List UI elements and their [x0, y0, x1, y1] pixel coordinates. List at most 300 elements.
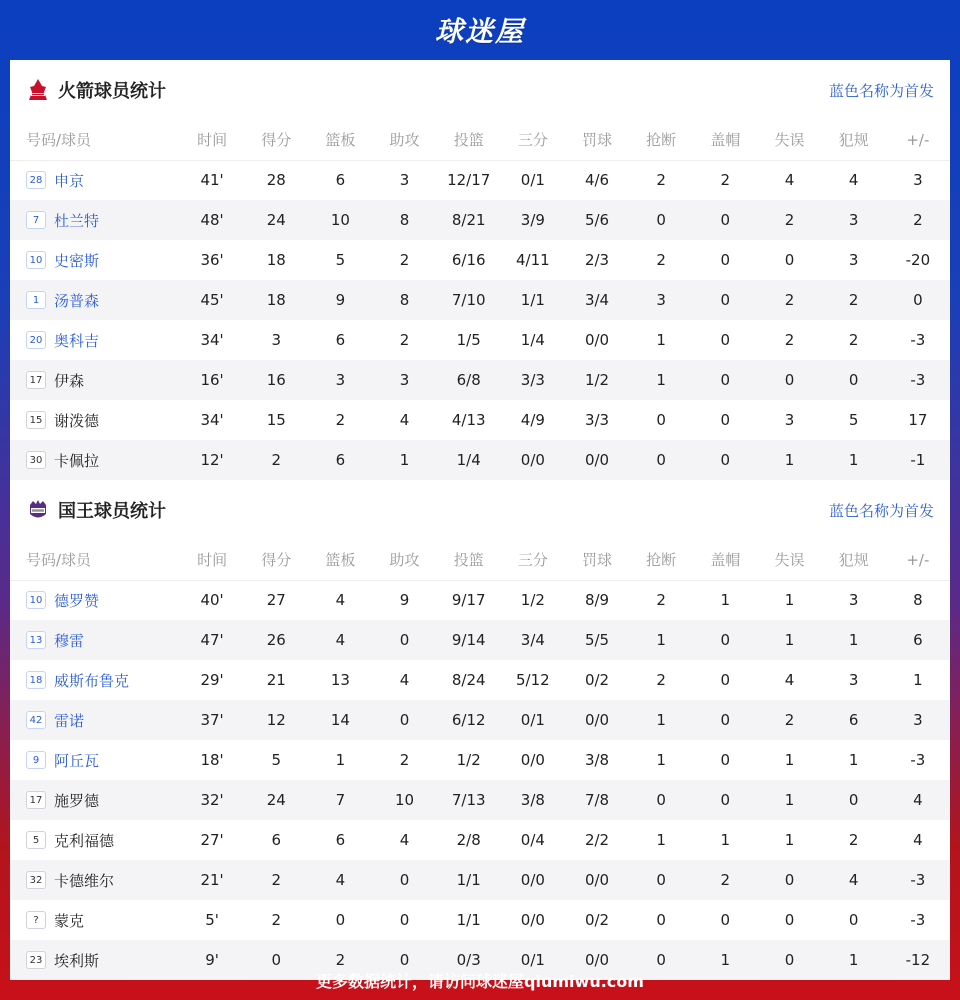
stat-cell: 5 — [335, 251, 346, 269]
stat-cell: 4/6 — [584, 171, 610, 190]
stat-cell: 2 — [656, 171, 666, 190]
stat-cell: 0 — [693, 360, 757, 400]
column-header[interactable]: 投篮 — [437, 540, 501, 580]
stat-cell: 2 — [271, 911, 281, 929]
stat-cell: 1/1 — [456, 911, 481, 929]
stat-cell: 2 — [335, 411, 346, 429]
stat-cell: 1 — [784, 831, 795, 849]
stat-cell: 4 — [822, 860, 886, 900]
player-name[interactable]: 杜兰特 — [54, 211, 100, 230]
player-cell[interactable] — [10, 320, 180, 360]
stat-cell: 2 — [399, 251, 410, 269]
stat-cell: 1/2 — [565, 360, 629, 400]
stat-cell: 1 — [913, 671, 923, 689]
stat-cell: 6 — [271, 831, 281, 849]
stat-cell: 6 — [308, 440, 372, 480]
team-section — [10, 60, 950, 480]
team-section-header — [10, 480, 950, 540]
stat-cell: 1 — [848, 751, 859, 769]
stat-cell: 3 — [848, 591, 859, 610]
table-row[interactable] — [10, 580, 950, 620]
stat-cell: 2 — [399, 751, 410, 769]
stat-cell: 3 — [848, 671, 859, 689]
table-header-row — [10, 540, 950, 580]
stat-cell: 0 — [886, 280, 950, 320]
stat-cell: 1 — [335, 751, 346, 769]
stat-cell: 0 — [720, 251, 731, 269]
player-cell[interactable] — [10, 820, 180, 860]
player-cell[interactable] — [10, 620, 180, 660]
column-header[interactable]: 时间 — [180, 540, 244, 580]
column-header[interactable]: 抢断 — [629, 120, 693, 160]
table-row[interactable] — [10, 240, 950, 280]
player-cell[interactable] — [10, 740, 180, 780]
player-cell[interactable] — [10, 780, 180, 820]
stat-cell: 2 — [693, 860, 757, 900]
team-name: 火箭球员统计 — [58, 81, 166, 102]
stat-cell: 8/9 — [584, 591, 610, 610]
stat-cell: 45' — [180, 280, 244, 320]
stat-cell: 2 — [784, 331, 795, 349]
stat-cell: 0 — [244, 940, 308, 980]
stat-cell: 0 — [629, 780, 693, 820]
player-name[interactable]: 伊森 — [54, 371, 85, 390]
stat-cell: 1 — [784, 751, 795, 769]
stat-cell: 1 — [822, 440, 886, 480]
stat-cell: 0 — [757, 860, 821, 900]
stat-cell: 2/8 — [456, 831, 481, 849]
stat-cell: 0/0 — [565, 940, 629, 980]
stat-cell: 9 — [399, 591, 410, 610]
starter-note: 蓝色名称为首发 — [828, 81, 934, 100]
stat-cell: 10 — [372, 780, 436, 820]
column-header[interactable]: 助攻 — [372, 540, 436, 580]
stat-cell: 24 — [244, 200, 308, 240]
column-header[interactable]: 盖帽 — [693, 120, 757, 160]
stat-cell: 5 — [848, 411, 859, 429]
column-header[interactable]: 号码/球员 — [10, 120, 180, 160]
player-name[interactable]: 奥科吉 — [54, 331, 100, 350]
table-row[interactable] — [10, 900, 950, 940]
stat-cell: 0 — [335, 911, 346, 929]
player-cell[interactable] — [10, 700, 180, 740]
stat-cell: 0/1 — [501, 700, 565, 740]
stat-cell: 4/11 — [516, 251, 550, 269]
stat-cell: 0/3 — [437, 940, 501, 980]
stat-cell: 2 — [720, 171, 731, 190]
stat-cell: 7/10 — [437, 280, 501, 320]
team-title — [26, 77, 166, 103]
player-name[interactable]: 申京 — [54, 171, 85, 190]
stat-cell: 0/4 — [520, 831, 545, 849]
stat-cell: 2 — [886, 200, 950, 240]
stat-cell: 4 — [308, 620, 372, 660]
stat-cell: 0 — [822, 360, 886, 400]
stat-cell: 0/1 — [520, 171, 545, 190]
stat-cell: 6/8 — [437, 360, 501, 400]
jersey-number: 23 — [26, 951, 46, 969]
table-row[interactable] — [10, 780, 950, 820]
stat-cell: 0 — [757, 940, 821, 980]
stat-cell: 21 — [266, 671, 286, 689]
stat-cell: -1 — [886, 440, 950, 480]
stat-cell: 2 — [244, 860, 308, 900]
stat-cell: 6/12 — [437, 700, 501, 740]
stat-cell: 0 — [399, 911, 410, 929]
player-cell[interactable] — [10, 860, 180, 900]
stat-cell: 1 — [757, 440, 821, 480]
stat-cell: 3/8 — [501, 780, 565, 820]
stat-cell: 6 — [335, 831, 346, 849]
player-cell[interactable] — [10, 280, 180, 320]
stat-cell: 29' — [200, 671, 224, 689]
kings-logo-icon — [26, 498, 50, 522]
stat-cell: 0 — [656, 411, 666, 429]
stat-cell: 0 — [629, 440, 693, 480]
stat-cell: 0/0 — [565, 860, 629, 900]
stat-cell: 1 — [757, 780, 821, 820]
column-header[interactable]: 助攻 — [372, 120, 436, 160]
jersey-number: 9 — [26, 751, 46, 769]
stat-cell: 5/5 — [565, 620, 629, 660]
column-header[interactable]: +/- — [886, 540, 950, 580]
column-header[interactable]: +/- — [886, 120, 950, 160]
stat-cell: 6 — [335, 331, 346, 349]
stat-cell: 0 — [720, 751, 731, 769]
stat-cell: 3 — [271, 331, 281, 349]
stat-cell: 0 — [693, 280, 757, 320]
table-row[interactable] — [10, 400, 950, 440]
stat-cell: 0/0 — [501, 860, 565, 900]
stat-cell: 2 — [656, 591, 666, 610]
team-name: 国王球员统计 — [58, 501, 166, 522]
stat-cell: 4 — [399, 411, 410, 429]
stat-cell: 1 — [656, 331, 666, 349]
column-header[interactable]: 三分 — [501, 540, 565, 580]
stat-cell: 0 — [629, 200, 693, 240]
stat-cell: -20 — [905, 251, 931, 269]
column-header[interactable]: 得分 — [244, 540, 308, 580]
table-row[interactable] — [10, 860, 950, 900]
player-cell[interactable] — [10, 900, 180, 940]
stat-cell: 24 — [244, 780, 308, 820]
stat-cell: 3 — [886, 700, 950, 740]
player-name[interactable]: 埃利斯 — [54, 951, 100, 970]
column-header[interactable]: 失误 — [757, 120, 821, 160]
stat-cell: -3 — [886, 860, 950, 900]
stat-cell: 0/2 — [584, 671, 610, 689]
stat-cell: 18 — [244, 280, 308, 320]
stat-cell: 4 — [308, 860, 372, 900]
stat-cell: 0/1 — [501, 940, 565, 980]
stat-cell: 2/3 — [584, 251, 610, 269]
player-name[interactable]: 克利福德 — [54, 831, 115, 850]
stat-cell: 16 — [244, 360, 308, 400]
stat-cell: 4 — [784, 671, 795, 689]
stat-cell: 5/12 — [516, 671, 550, 689]
table-header-row — [10, 120, 950, 160]
table-row[interactable] — [10, 200, 950, 240]
stat-cell: 2 — [757, 700, 821, 740]
stat-cell: 4 — [784, 171, 795, 190]
stat-cell: 6 — [335, 171, 346, 190]
table-row[interactable] — [10, 440, 950, 480]
stat-cell: 10 — [308, 200, 372, 240]
jersey-number: 10 — [26, 251, 46, 269]
player-cell[interactable] — [10, 400, 180, 440]
stat-cell: 2 — [244, 440, 308, 480]
stat-cell: 7/13 — [437, 780, 501, 820]
stat-cell: 1/5 — [456, 331, 481, 349]
team-title — [26, 497, 166, 523]
stat-cell: 0 — [372, 620, 436, 660]
stat-cell: 1/4 — [437, 440, 501, 480]
table-row[interactable] — [10, 620, 950, 660]
table-row[interactable] — [10, 280, 950, 320]
player-name[interactable]: 雷诺 — [54, 711, 85, 730]
stat-cell: 3 — [629, 280, 693, 320]
player-cell[interactable] — [10, 160, 180, 200]
stat-cell: 3 — [913, 171, 923, 190]
stat-cell: 0 — [848, 911, 859, 929]
stat-cell: 3 — [399, 171, 410, 190]
footer-text: 更多数据统计，请访问球迷屋qiumiwu.com — [316, 971, 644, 991]
stat-cell: -12 — [886, 940, 950, 980]
stat-cell: 0/0 — [565, 440, 629, 480]
stat-cell: 40' — [200, 591, 224, 610]
stat-cell: 0/0 — [520, 751, 545, 769]
stat-cell: 34' — [200, 331, 224, 349]
jersey-number: 30 — [26, 451, 46, 469]
stat-cell: 2 — [656, 251, 666, 269]
player-name[interactable]: 阿丘瓦 — [54, 751, 100, 770]
jersey-number: 7 — [26, 211, 46, 229]
stat-cell: 0/0 — [501, 440, 565, 480]
stat-cell: 13 — [330, 671, 350, 689]
stat-cell: 1 — [784, 591, 795, 610]
stat-cell: 4 — [399, 831, 410, 849]
column-header[interactable]: 得分 — [244, 120, 308, 160]
stat-cell: 8/24 — [451, 671, 486, 689]
stat-cell: 12 — [244, 700, 308, 740]
stat-cell: 8 — [913, 591, 923, 610]
stat-cell: 9 — [308, 280, 372, 320]
site-logo — [0, 0, 960, 60]
stat-cell: 0 — [372, 940, 436, 980]
table-row[interactable] — [10, 740, 950, 780]
stat-cell: 3 — [784, 411, 795, 429]
site-logo-text: 球迷屋 — [434, 15, 525, 48]
stat-cell: 1 — [629, 620, 693, 660]
table-row[interactable] — [10, 320, 950, 360]
stat-cell: 2/2 — [584, 831, 610, 849]
stat-cell: 0 — [784, 911, 795, 929]
player-name[interactable]: 汤普森 — [54, 291, 100, 310]
stat-cell: 1 — [656, 751, 666, 769]
player-name[interactable]: 卡德维尔 — [54, 871, 115, 890]
column-header[interactable]: 号码/球员 — [10, 540, 180, 580]
stat-cell: 3/4 — [501, 620, 565, 660]
stat-cell: 3/3 — [501, 360, 565, 400]
stat-cell: 3/3 — [584, 411, 610, 429]
stat-cell: 7 — [308, 780, 372, 820]
stat-cell: 28 — [266, 171, 286, 190]
player-name[interactable]: 施罗德 — [54, 791, 100, 810]
stat-cell: 15 — [266, 411, 286, 429]
column-header[interactable]: 罚球 — [565, 540, 629, 580]
stat-cell: 34' — [200, 411, 224, 429]
stat-cell: 4 — [886, 780, 950, 820]
stat-cell: 0 — [720, 911, 731, 929]
player-name[interactable]: 威斯布鲁克 — [54, 671, 130, 690]
stat-cell: 1 — [656, 831, 666, 849]
stat-cell: 4/13 — [451, 411, 486, 429]
stat-cell: 0 — [693, 200, 757, 240]
column-header[interactable]: 犯规 — [822, 120, 886, 160]
stat-cell: 14 — [308, 700, 372, 740]
table-row[interactable] — [10, 160, 950, 200]
stat-cell: 4 — [913, 831, 923, 849]
stat-cell: 36' — [200, 251, 224, 269]
stat-cell: 12/17 — [447, 171, 491, 190]
team-section — [10, 480, 950, 980]
stat-cell: 4 — [848, 171, 859, 190]
rockets-logo-icon — [26, 78, 50, 102]
player-cell[interactable] — [10, 440, 180, 480]
stat-cell: 3 — [822, 200, 886, 240]
column-header[interactable]: 篮板 — [308, 120, 372, 160]
stat-cell: 9/17 — [451, 591, 486, 610]
footer-banner[interactable] — [0, 960, 960, 1000]
stat-cell: 5/6 — [565, 200, 629, 240]
stat-cell: 21' — [180, 860, 244, 900]
stat-cell: 48' — [180, 200, 244, 240]
stats-table — [10, 120, 950, 480]
stat-cell: 8 — [372, 280, 436, 320]
team-section-header — [10, 60, 950, 120]
stat-cell: 2 — [848, 331, 859, 349]
stat-cell: 0 — [693, 700, 757, 740]
column-header[interactable]: 三分 — [501, 120, 565, 160]
stat-cell: 1/2 — [456, 751, 481, 769]
stat-cell: 1 — [757, 620, 821, 660]
column-header[interactable]: 投篮 — [437, 120, 501, 160]
stat-cell: 5 — [271, 751, 281, 769]
column-header[interactable]: 篮板 — [308, 540, 372, 580]
stat-cell: 2 — [757, 280, 821, 320]
jersey-number: 20 — [26, 331, 46, 349]
stats-table — [10, 540, 950, 980]
stat-cell: 1 — [822, 620, 886, 660]
stat-cell: -3 — [910, 331, 926, 349]
starter-note: 蓝色名称为首发 — [828, 501, 934, 520]
stat-cell: -3 — [910, 751, 926, 769]
stat-cell: 3/9 — [501, 200, 565, 240]
column-header[interactable]: 罚球 — [565, 120, 629, 160]
column-header[interactable]: 盖帽 — [693, 540, 757, 580]
player-cell[interactable] — [10, 360, 180, 400]
table-row[interactable] — [10, 660, 950, 700]
stat-cell: 3/8 — [584, 751, 610, 769]
player-cell[interactable] — [10, 200, 180, 240]
player-name[interactable]: 蒙克 — [54, 911, 85, 930]
column-header[interactable]: 抢断 — [629, 540, 693, 580]
column-header[interactable]: 犯规 — [822, 540, 886, 580]
stat-cell: -3 — [910, 911, 926, 929]
stat-cell: 4/9 — [520, 411, 545, 429]
jersey-number: 17 — [26, 791, 46, 809]
player-name[interactable]: 卡佩拉 — [54, 451, 100, 470]
stat-cell: 1 — [720, 591, 731, 610]
stat-cell: 2 — [822, 280, 886, 320]
table-row[interactable] — [10, 700, 950, 740]
stat-cell: 41' — [200, 171, 224, 190]
column-header[interactable]: 时间 — [180, 120, 244, 160]
stat-cell: 4 — [335, 591, 346, 610]
stat-cell: 2 — [308, 940, 372, 980]
stat-cell: 0/2 — [584, 911, 610, 929]
player-name[interactable]: 穆雷 — [54, 631, 85, 650]
stat-cell: 17 — [908, 411, 928, 429]
jersey-number: 13 — [26, 631, 46, 649]
stat-cell: 0 — [822, 780, 886, 820]
stat-cell: 0 — [372, 860, 436, 900]
table-row[interactable] — [10, 820, 950, 860]
player-cell[interactable] — [10, 580, 180, 620]
stat-cell: 9' — [180, 940, 244, 980]
player-name[interactable]: 史密斯 — [54, 251, 100, 270]
stat-cell: 12' — [180, 440, 244, 480]
stat-cell: 0 — [693, 440, 757, 480]
stat-cell: 3 — [308, 360, 372, 400]
stats-panel — [10, 60, 950, 970]
jersey-number: 17 — [26, 371, 46, 389]
jersey-number: 10 — [26, 591, 46, 609]
player-cell[interactable] — [10, 240, 180, 280]
stat-cell: 1/1 — [437, 860, 501, 900]
stat-cell: 37' — [180, 700, 244, 740]
player-name[interactable]: 德罗赞 — [54, 591, 100, 610]
stat-cell: 0 — [784, 251, 795, 269]
stat-cell: 5' — [205, 911, 219, 929]
stat-cell: 0 — [372, 700, 436, 740]
stat-cell: 8 — [372, 200, 436, 240]
stat-cell: 4 — [399, 671, 410, 689]
stat-cell: 16' — [180, 360, 244, 400]
stat-cell: 1 — [629, 360, 693, 400]
player-cell[interactable] — [10, 660, 180, 700]
stat-cell: 27' — [200, 831, 224, 849]
column-header[interactable]: 失误 — [757, 540, 821, 580]
stat-cell: 0 — [720, 671, 731, 689]
stat-cell: 26 — [244, 620, 308, 660]
stat-cell: 6 — [822, 700, 886, 740]
stat-cell: 8/21 — [437, 200, 501, 240]
jersey-number: 32 — [26, 871, 46, 889]
jersey-number: 28 — [26, 171, 46, 189]
stat-cell: 32' — [180, 780, 244, 820]
player-name[interactable]: 谢泼德 — [54, 411, 100, 430]
jersey-number: 1 — [26, 291, 46, 309]
stat-cell: 1/2 — [520, 591, 545, 610]
jersey-number: 42 — [26, 711, 46, 729]
stat-cell: 1/4 — [520, 331, 545, 349]
stat-cell: 0 — [720, 331, 731, 349]
stat-cell: 7/8 — [565, 780, 629, 820]
stat-cell: 18' — [200, 751, 224, 769]
table-row[interactable] — [10, 360, 950, 400]
stat-cell: 0 — [757, 360, 821, 400]
